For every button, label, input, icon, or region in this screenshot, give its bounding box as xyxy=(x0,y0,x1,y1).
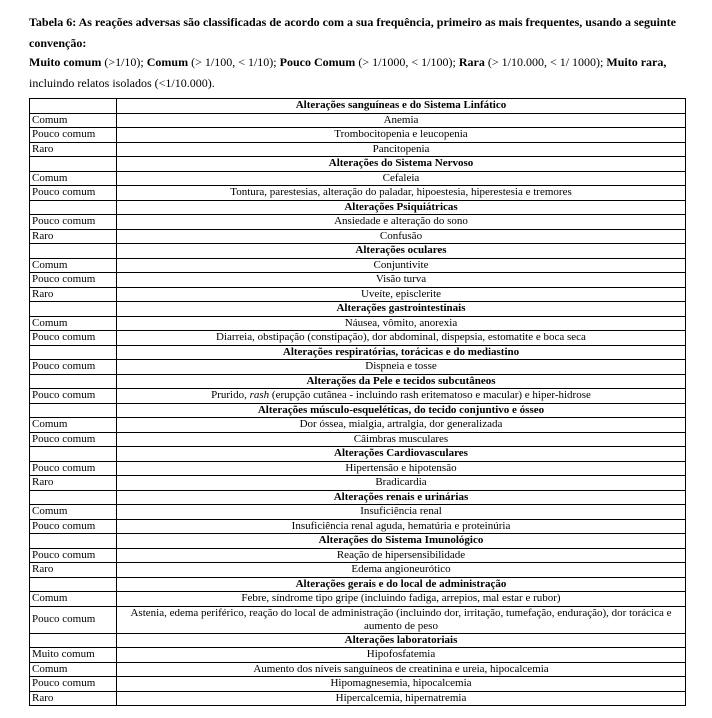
frequency-cell: Pouco comum xyxy=(30,677,117,692)
section-header-row xyxy=(30,157,686,172)
section-title: Alterações gerais e do local de administração xyxy=(117,577,686,592)
table-row xyxy=(30,113,686,128)
reaction-cell: Anemia xyxy=(117,113,686,128)
table-row xyxy=(30,171,686,186)
reaction-cell: Ansiedade e alteração do sono xyxy=(117,215,686,230)
table-row xyxy=(30,128,686,143)
table-row xyxy=(30,258,686,273)
section-header-row xyxy=(30,200,686,215)
table-row xyxy=(30,461,686,476)
reaction-cell: Náusea, vômito, anorexia xyxy=(117,316,686,331)
convention-label: Muito comum xyxy=(29,55,102,69)
table-row xyxy=(30,215,686,230)
frequency-cell: Pouco comum xyxy=(30,389,117,404)
reaction-cell: Tontura, parestesias, alteração do paladar, hipoestesia, hiperestesia e tremores xyxy=(117,186,686,201)
section-header-row xyxy=(30,633,686,648)
section-header-row xyxy=(30,403,686,418)
reaction-cell: Trombocitopenia e leucopenia xyxy=(117,128,686,143)
reaction-text: (erupção cutânea - incluindo rash eritematoso e macular) e hiper-hidrose xyxy=(269,389,591,402)
reaction-text-italic: rash xyxy=(249,389,270,402)
frequency-cell: Comum xyxy=(30,418,117,433)
reaction-cell: Hipofosfatemia xyxy=(117,648,686,663)
convention-range: (> 1/10.000, < 1/ 1000); xyxy=(487,55,604,69)
reaction-cell: Cefaleia xyxy=(117,171,686,186)
convention-range: (> 1/100, < 1/10); xyxy=(191,55,277,69)
frequency-cell: Comum xyxy=(30,316,117,331)
table-row xyxy=(30,691,686,706)
reaction-cell: Insuficiência renal aguda, hematúria e proteinúria xyxy=(117,519,686,534)
reaction-cell: Aumento dos níveis sanguíneos de creatinina e ureia, hipocalcemia xyxy=(117,662,686,677)
empty-cell xyxy=(30,403,117,418)
convention-label: Comum xyxy=(146,55,189,69)
section-header-row xyxy=(30,244,686,259)
table-row xyxy=(30,648,686,663)
section-header-row xyxy=(30,447,686,462)
section-title: Alterações da Pele e tecidos subcutâneos xyxy=(117,374,686,389)
frequency-cell: Raro xyxy=(30,287,117,302)
reaction-cell: Dor óssea, mialgia, artralgia, dor generalizada xyxy=(117,418,686,433)
table-row xyxy=(30,287,686,302)
reaction-cell: Insuficiência renal xyxy=(117,505,686,520)
reaction-cell: Hipercalcemia, hipernatremia xyxy=(117,691,686,706)
convention-range: (> 1/1000, < 1/100); xyxy=(358,55,456,69)
table-row xyxy=(30,662,686,677)
reaction-cell: Pancitopenia xyxy=(117,142,686,157)
empty-cell xyxy=(30,200,117,215)
section-header-row xyxy=(30,374,686,389)
frequency-cell: Pouco comum xyxy=(30,186,117,201)
reaction-cell: Confusão xyxy=(117,229,686,244)
table-caption xyxy=(29,12,689,94)
frequency-cell: Pouco comum xyxy=(30,360,117,375)
reaction-cell: Hipertensão e hipotensão xyxy=(117,461,686,476)
frequency-cell: Raro xyxy=(30,691,117,706)
table-row xyxy=(30,186,686,201)
reaction-text: Prurido, xyxy=(211,389,250,402)
empty-cell xyxy=(30,534,117,549)
reaction-cell: Diarreia, obstipação (constipação), dor abdominal, dispepsia, estomatite e boca seca xyxy=(117,331,686,346)
frequency-cell: Pouco comum xyxy=(30,606,117,633)
section-header-row xyxy=(30,534,686,549)
section-title: Alterações laboratoriais xyxy=(117,633,686,648)
reaction-cell: Hipomagnesemia, hipocalcemia xyxy=(117,677,686,692)
reaction-cell: Conjuntivite xyxy=(117,258,686,273)
table-row xyxy=(30,519,686,534)
frequency-cell: Raro xyxy=(30,476,117,491)
frequency-cell: Raro xyxy=(30,563,117,578)
section-title: Alterações do Sistema Nervoso xyxy=(117,157,686,172)
frequency-cell: Pouco comum xyxy=(30,548,117,563)
table-row xyxy=(30,273,686,288)
frequency-cell: Comum xyxy=(30,592,117,607)
section-header-row xyxy=(30,99,686,114)
table-row xyxy=(30,476,686,491)
table-row xyxy=(30,548,686,563)
adverse-reactions-table xyxy=(29,98,686,706)
section-header-row xyxy=(30,490,686,505)
caption-conventions xyxy=(29,52,689,94)
table-row xyxy=(30,142,686,157)
frequency-cell: Pouco comum xyxy=(30,461,117,476)
table-row xyxy=(30,316,686,331)
section-title: Alterações respiratórias, torácicas e do mediastino xyxy=(117,345,686,360)
frequency-cell: Raro xyxy=(30,229,117,244)
frequency-cell: Pouco comum xyxy=(30,432,117,447)
reaction-cell: Astenia, edema periférico, reação do local de administração (incluindo dor, irritação, tumefação, enduração), dor torácica e aumento de peso xyxy=(117,606,686,633)
empty-cell xyxy=(30,157,117,172)
convention-label: Muito rara, xyxy=(606,55,667,69)
table-row xyxy=(30,418,686,433)
frequency-cell: Pouco comum xyxy=(30,331,117,346)
section-header-row xyxy=(30,302,686,317)
reaction-cell: Uveíte, episclerite xyxy=(117,287,686,302)
frequency-cell: Comum xyxy=(30,258,117,273)
frequency-cell: Raro xyxy=(30,142,117,157)
empty-cell xyxy=(30,99,117,114)
frequency-cell: Pouco comum xyxy=(30,128,117,143)
empty-cell xyxy=(30,633,117,648)
empty-cell xyxy=(30,490,117,505)
table-row xyxy=(30,563,686,578)
frequency-cell: Pouco comum xyxy=(30,519,117,534)
reaction-cell: Visão turva xyxy=(117,273,686,288)
reaction-cell: Febre, síndrome tipo gripe (incluindo fadiga, arrepios, mal estar e rubor) xyxy=(117,592,686,607)
table-row xyxy=(30,592,686,607)
reaction-cell: Câimbras musculares xyxy=(117,432,686,447)
reaction-cell xyxy=(117,389,686,404)
empty-cell xyxy=(30,345,117,360)
section-title: Alterações do Sistema Imunológico xyxy=(117,534,686,549)
reaction-cell: Bradicardia xyxy=(117,476,686,491)
table-row xyxy=(30,606,686,633)
frequency-cell: Pouco comum xyxy=(30,215,117,230)
section-title: Alterações gastrointestinais xyxy=(117,302,686,317)
section-title: Alterações renais e urinárias xyxy=(117,490,686,505)
reaction-cell: Edema angioneurótico xyxy=(117,563,686,578)
section-header-row xyxy=(30,345,686,360)
section-title: Alterações Cardiovasculares xyxy=(117,447,686,462)
section-title: Alterações oculares xyxy=(117,244,686,259)
empty-cell xyxy=(30,577,117,592)
convention-range: (>1/10); xyxy=(104,55,144,69)
frequency-cell: Comum xyxy=(30,662,117,677)
table-row xyxy=(30,389,686,404)
section-title: Alterações sanguíneas e do Sistema Linfático xyxy=(117,99,686,114)
convention-range: incluindo relatos isolados (<1/10.000). xyxy=(29,76,215,90)
table-row xyxy=(30,505,686,520)
frequency-cell: Comum xyxy=(30,505,117,520)
table-row xyxy=(30,229,686,244)
table-row xyxy=(30,331,686,346)
convention-label: Pouco Comum xyxy=(279,55,356,69)
reaction-cell: Dispneia e tosse xyxy=(117,360,686,375)
frequency-cell: Comum xyxy=(30,113,117,128)
section-header-row xyxy=(30,577,686,592)
section-title: Alterações músculo-esqueléticas, do tecido conjuntivo e ósseo xyxy=(117,403,686,418)
table-row xyxy=(30,677,686,692)
empty-cell xyxy=(30,302,117,317)
empty-cell xyxy=(30,244,117,259)
reaction-cell: Reação de hipersensibilidade xyxy=(117,548,686,563)
table-row xyxy=(30,360,686,375)
empty-cell xyxy=(30,447,117,462)
empty-cell xyxy=(30,374,117,389)
section-title: Alterações Psiquiátricas xyxy=(117,200,686,215)
table-body xyxy=(30,99,686,706)
caption-title: Tabela 6: As reações adversas são classificadas de acordo com a sua frequência, primeiro as mais frequentes, usando a seguinte convenção: xyxy=(29,15,676,50)
frequency-cell: Pouco comum xyxy=(30,273,117,288)
convention-label: Rara xyxy=(458,55,485,69)
frequency-cell: Comum xyxy=(30,171,117,186)
table-row xyxy=(30,432,686,447)
frequency-cell: Muito comum xyxy=(30,648,117,663)
